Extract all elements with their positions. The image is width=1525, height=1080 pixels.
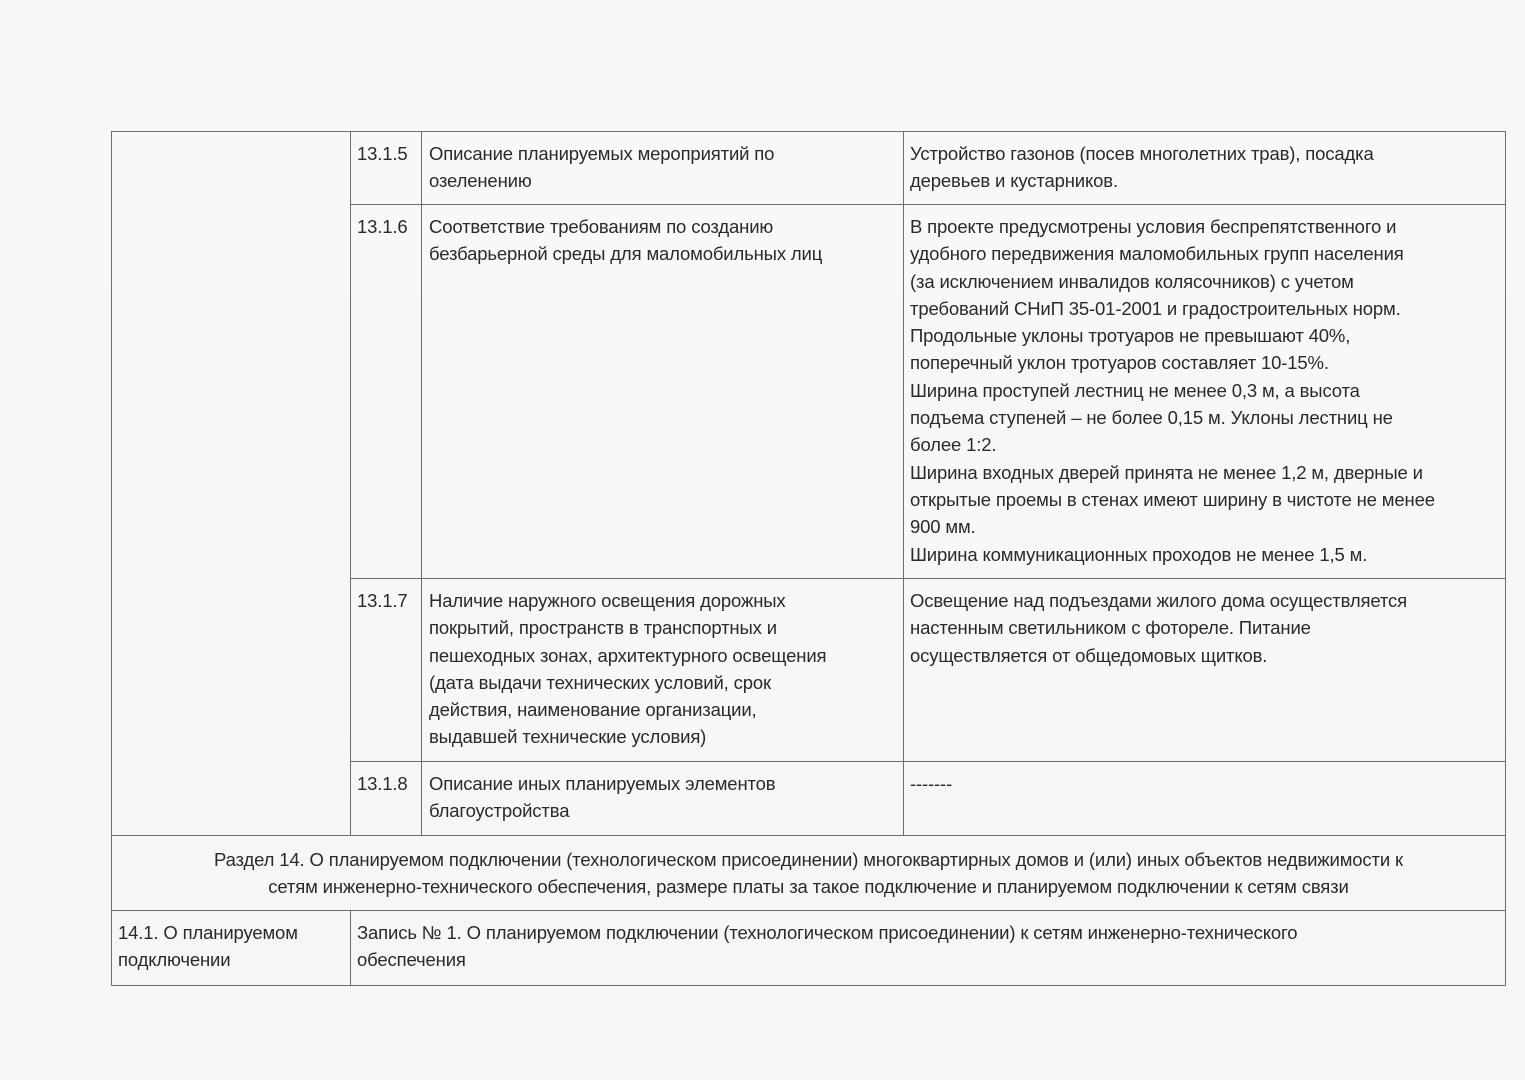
value-line: Продольные уклоны тротуаров не превышают 40%, (910, 325, 1351, 347)
item-number (351, 762, 422, 836)
value-line: В проекте предусмотрены условия беспрепятственного и (910, 216, 1397, 237)
value-line: (за исключением инвалидов колясочников) с учетом (910, 270, 1354, 292)
value-line: Ширина проступей лестниц не менее 0,3 м, а высота (910, 379, 1360, 401)
description-line: Наличие наружного освещения дорожных (429, 590, 786, 611)
section-14-header-row (112, 836, 1506, 911)
description-line: выдавшей технические условия) (429, 726, 707, 748)
description-line: пешеходных зонах, архитектурного освещения (429, 644, 827, 666)
value-line: Ширина входных дверей принята не менее 1,2 м, дверные и (910, 461, 1423, 483)
section-13-left-cell (112, 132, 351, 836)
item-number-text: 13.1.5 (357, 143, 408, 164)
item-number (351, 132, 422, 205)
description-line: Описание планируемых мероприятий по (429, 143, 775, 164)
description-line: покрытий, пространств в транспортных и (429, 617, 777, 639)
table-row-14-1 (112, 911, 1506, 986)
value-line: деревьев и кустарников. (910, 170, 1118, 192)
item-value (904, 132, 1506, 205)
item-number-text: 13.1.6 (357, 216, 408, 237)
value-line: удобного передвижения маломобильных групп населения (910, 243, 1404, 265)
description-line: безбарьерной среды для маломобильных лиц (429, 243, 823, 265)
item-description (422, 762, 904, 836)
subsection-label-line: 14.1. О планируемом (118, 922, 298, 943)
value-line: открытые проемы в стенах имеют ширину в чистоте не менее (910, 488, 1435, 510)
document-table (111, 131, 1506, 986)
item-description (422, 132, 904, 205)
item-description (422, 579, 904, 762)
subsection-label-line: подключении (118, 949, 231, 971)
value-line: поперечный уклон тротуаров составляет 10-15%. (910, 352, 1329, 374)
description-line: озеленению (429, 170, 532, 192)
subsection-label (112, 911, 351, 986)
description-line: благоустройства (429, 800, 570, 822)
item-value (904, 762, 1506, 836)
section-14-title (112, 836, 1506, 911)
item-number (351, 205, 422, 579)
description-line: Описание иных планируемых элементов (429, 773, 776, 794)
section-title-line: Раздел 14. О планируемом подключении (технологическом присоединении) многоквартирных домов и (или) иных объектов недвижимости к (214, 849, 1403, 870)
value-line: Освещение над подъездами жилого дома осуществляется (910, 590, 1407, 611)
value-line: Ширина коммуникационных проходов не менее 1,5 м. (910, 543, 1368, 565)
value-line: ------- (910, 773, 953, 794)
item-number (351, 579, 422, 762)
table-row-13-1-5 (112, 132, 1506, 205)
record-title-line: обеспечения (357, 949, 466, 971)
value-line: 900 мм. (910, 516, 976, 538)
item-value (904, 579, 1506, 762)
item-value (904, 205, 1506, 579)
value-line: более 1:2. (910, 434, 997, 456)
description-line: действия, наименование организации, (429, 699, 757, 721)
value-line: Устройство газонов (посев многолетних трав), посадка (910, 143, 1374, 164)
record-title-line: Запись № 1. О планируемом подключении (технологическом присоединении) к сетям инженерно-технического (357, 922, 1298, 943)
value-line: осуществляется от общедомовых щитков. (910, 644, 1268, 666)
value-line: подъема ступеней – не более 0,15 м. Уклоны лестниц не (910, 407, 1393, 429)
description-line: Соответствие требованиям по созданию (429, 216, 774, 237)
value-line: настенным светильником с фотореле. Питание (910, 617, 1311, 639)
item-number-text: 13.1.8 (357, 773, 408, 794)
description-line: (дата выдачи технических условий, срок (429, 671, 771, 693)
item-description (422, 205, 904, 579)
section-title-line: сетям инженерно-технического обеспечения, размере платы за такое подключение и планируемом подключении к сетям связи (268, 876, 1349, 898)
value-line: требований СНиП 35-01-2001 и градостроительных норм. (910, 297, 1401, 319)
record-title (351, 911, 1506, 986)
item-number-text: 13.1.7 (357, 590, 408, 611)
